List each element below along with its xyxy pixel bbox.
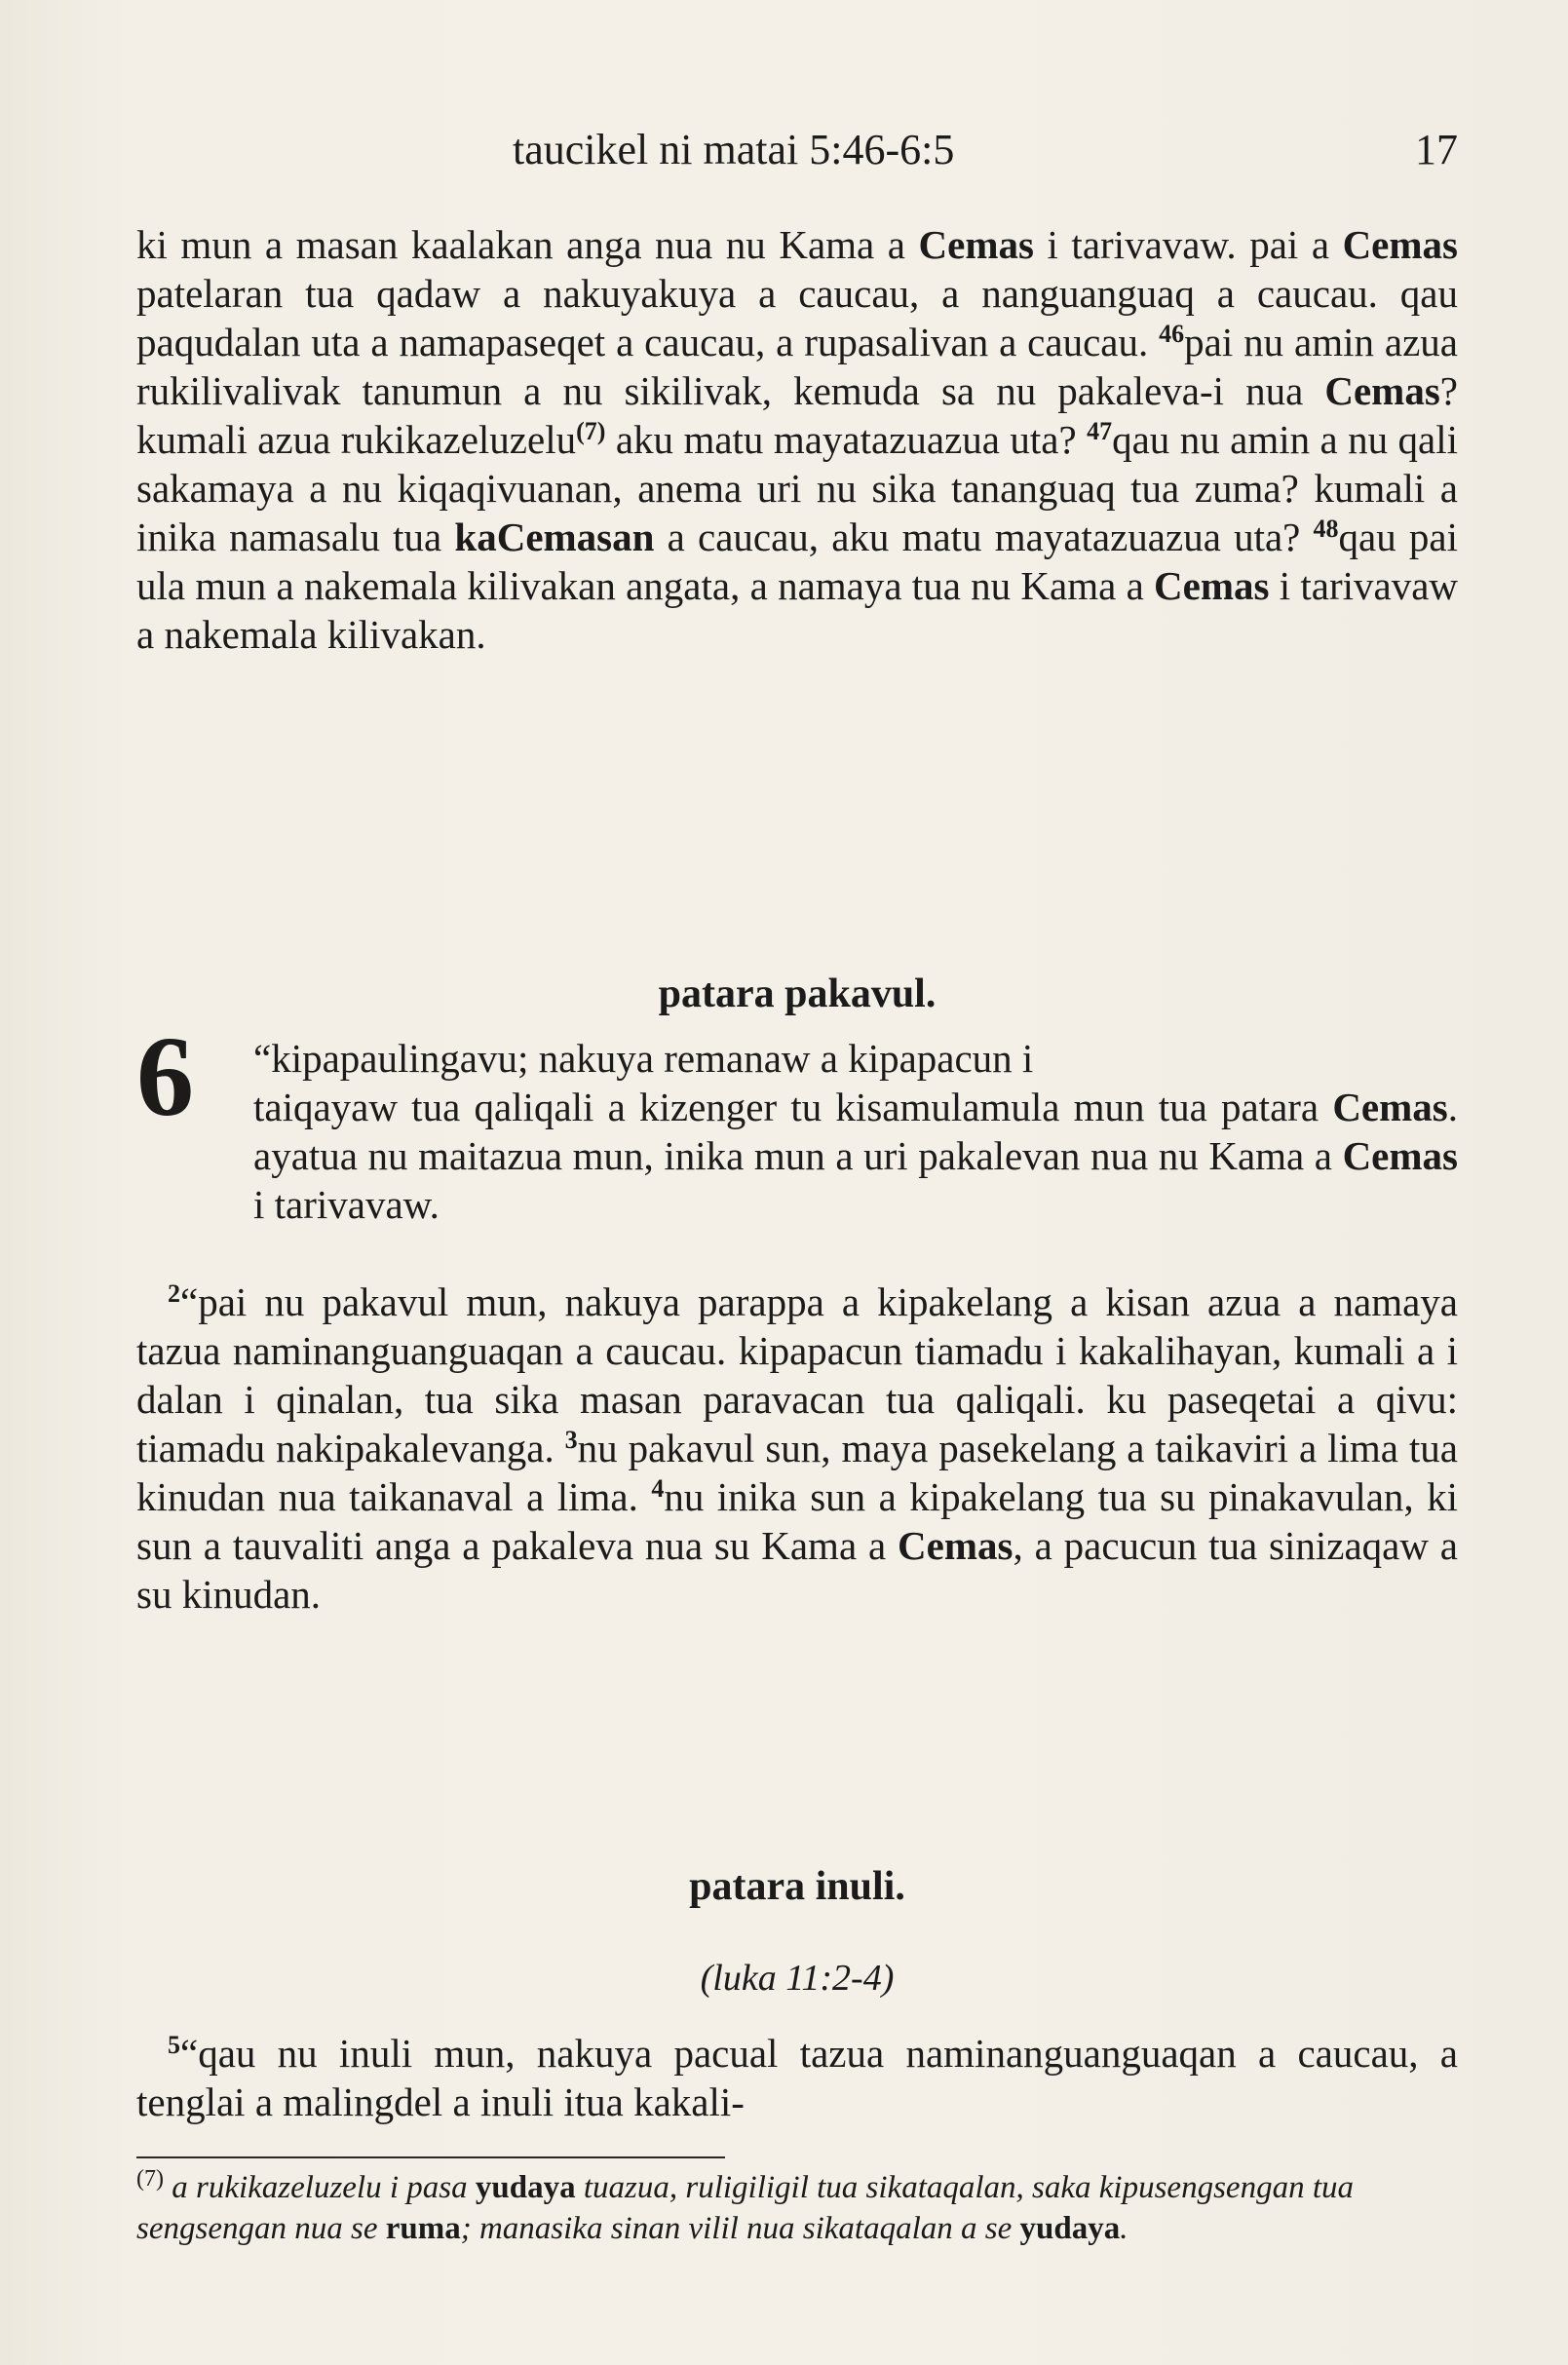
chapter-6-opening: “kipapaulingavu; nakuya remanaw a kipapacun i taiqayaw tua qaliqali a kizenger tu kisamulamula mun tua patara Cemas. ayatua nu maitazua mun, inika mun a uri pakalevan nua nu Kama a Cemas i tarivavaw. <box>253 1036 1458 1227</box>
section-heading: patara inuli. <box>689 1864 905 1909</box>
cross-reference: (luka 11:2-4) <box>700 1958 895 1999</box>
footnote-reference: (7) <box>576 417 606 445</box>
verse-number: 48 <box>1313 515 1339 543</box>
running-title: taucikel ni matai 5:46-6:5 <box>513 126 955 173</box>
verse-number: 3 <box>564 1426 578 1454</box>
verse-number: 2 <box>168 1279 180 1308</box>
section-heading: patara pakavul. <box>658 972 937 1016</box>
footnote-marker: (7) <box>136 2166 164 2192</box>
page-number: 17 <box>1415 126 1458 173</box>
page-header <box>136 125 1458 183</box>
verse-number: 4 <box>651 1474 665 1503</box>
footnote-divider <box>136 2156 725 2158</box>
verse-number: 46 <box>1159 320 1185 348</box>
paragraph-5-45-48: ki mun a masan kaalakan anga nua nu Kama a Cemas i tarivavaw. pai a Cemas patelaran tua qadaw a nakuyakuya a caucau, a nanguanguaq a caucau. qau paqudalan uta a namapaseqet a caucau, a rupasalivan a caucau. $^{46}$pai nu amin azua rukilivalivak tanumun a nu sikilivak, kemuda sa nu pakaleva-i nua Cemas? kumali azua rukikazeluzelu$^{(7)}$ aku matu mayatazuazua uta? $^{47}$qau nu amin a nu qali sakamaya a nu kiqaqivuanan, anema uri nu sika tananguaq tua zuma? kumali a inika namasalu tua kaCemasan a caucau, aku matu mayatazuazua uta? $^{48}$qau pai ula mun a nakemala kilivakan angata, a namaya tua nu Kama a Cemas i tarivavaw a nakemala kilivakan. <box>136 222 1459 657</box>
paragraph-6-5: $^5$“qau nu inuli mun, nakuya pacual tazua naminanguanguaqan a caucau, a tenglai a malingdel a inuli itua kakali- <box>136 2031 1458 2124</box>
footnote: $^{(7)}$ a rukikazeluzelu i pasa yudaya tuazua, ruligiligil tua sikataqalan, saka kipusengsengan tua sengsengan nua se ruma; manasika sinan vilil nua sikataqalan a se yudaya. <box>136 2166 1354 2246</box>
chapter-number: 6 <box>136 1012 194 1140</box>
paragraph-6-2-4: $^2$“pai nu pakavul mun, nakuya parappa a kipakelang a kisan azua a namaya tazua naminanguanguaqan a caucau. kipapacun tiamadu i kakalihayan, kumali a i dalan i qinalan, tua sika masan paravacan tua qaliqali. ku paseqetai a qivu: tiamadu nakipakalevanga. $^3$nu pakavul sun, maya pasekelang a taikaviri a lima tua kinudan nua taikanaval a lima. $^4$nu inika sun a kipakelang tua su pinakavulan, ki sun a tauvaliti anga a pakaleva nua su Kama a Cemas, a pacucun tua sinizaqaw a su kinudan. <box>136 1279 1458 1617</box>
verse-number: 47 <box>1087 417 1113 445</box>
verse-number: 5 <box>168 2031 180 2059</box>
